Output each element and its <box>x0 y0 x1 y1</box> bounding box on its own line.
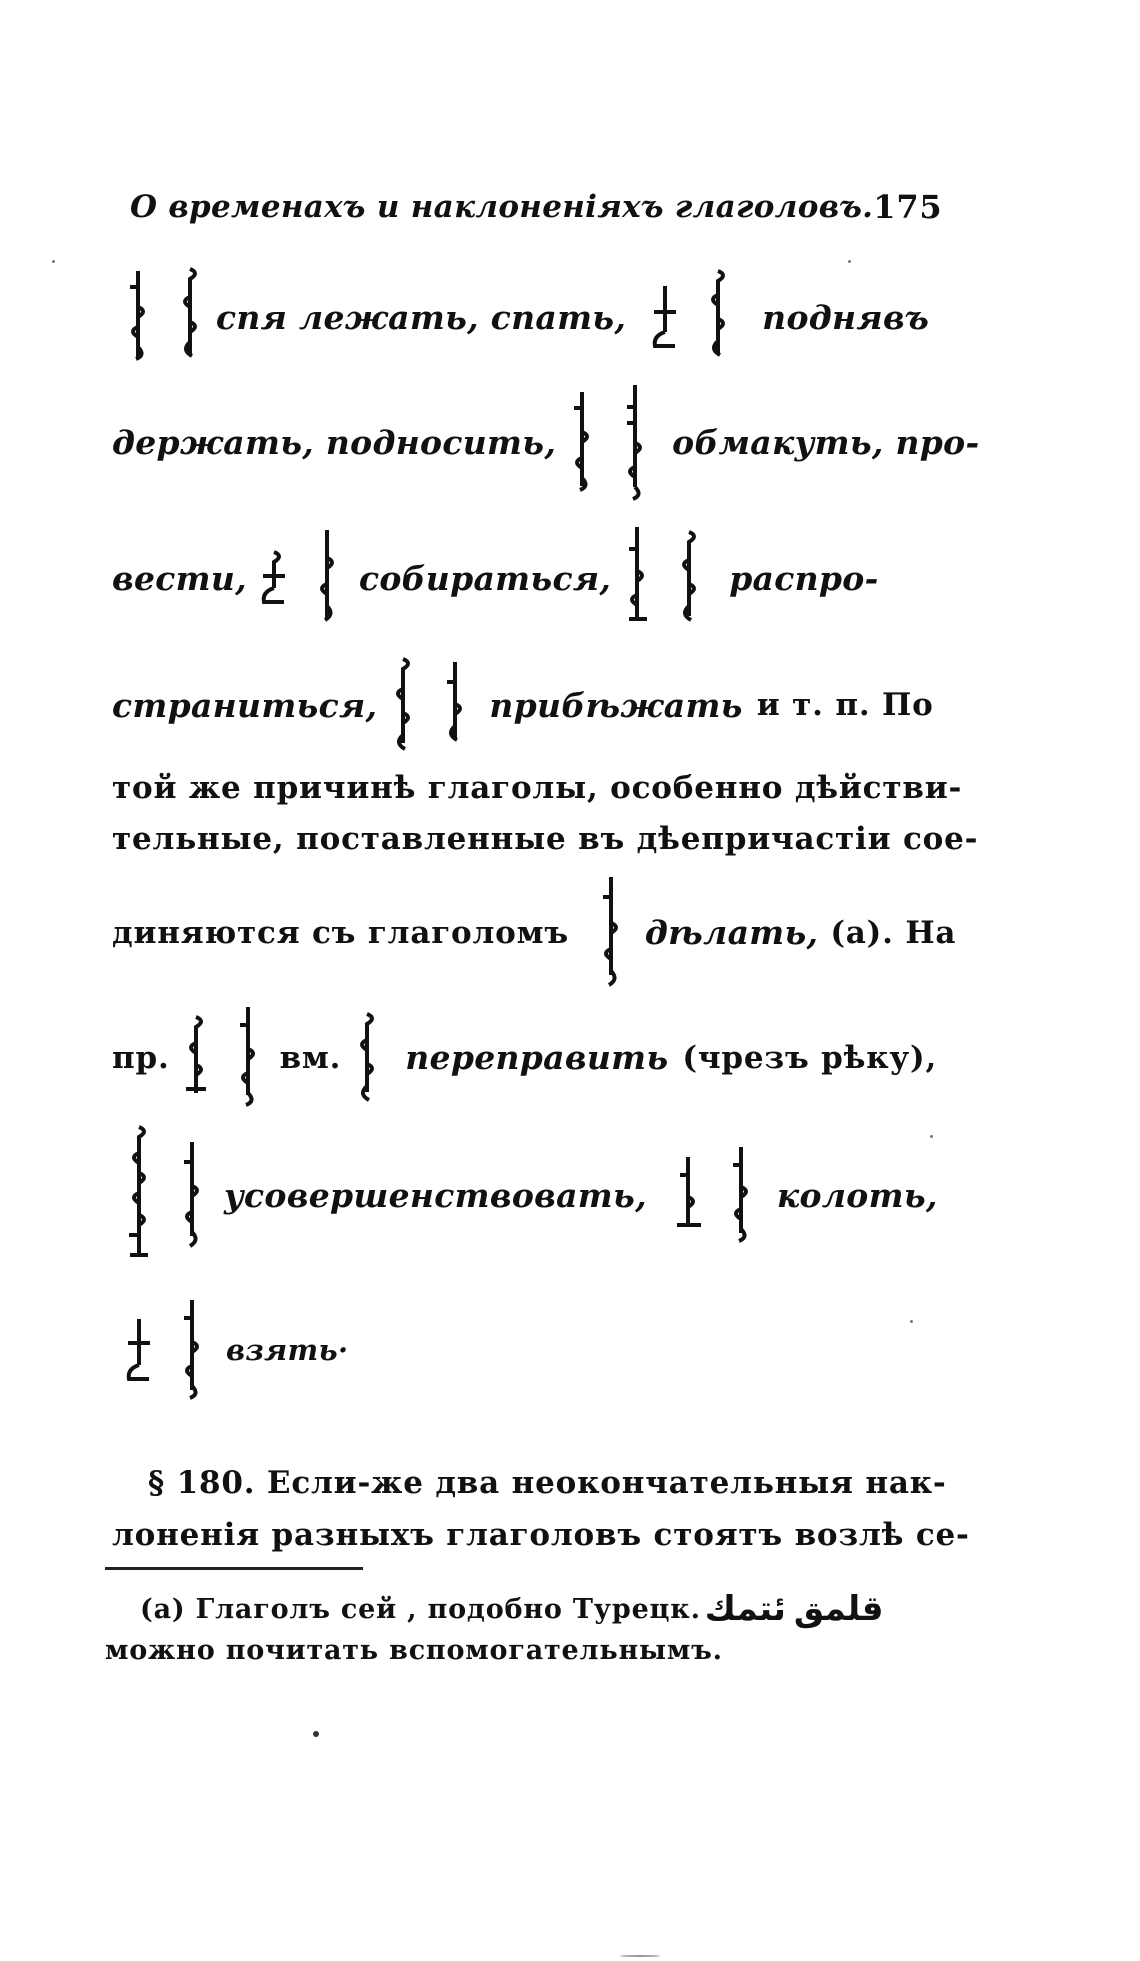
line-text: диняются съ глаголомъ <box>112 914 569 951</box>
text-line-1 <box>112 262 947 372</box>
line-text: той же причинѣ глаголы, особенно дѣйстви- <box>112 770 963 806</box>
mongolian-script-glyph <box>671 1153 705 1238</box>
mongolian-script-glyph <box>122 267 154 367</box>
mongolian-script-glyph <box>351 1010 383 1105</box>
text-line-5 <box>112 766 963 810</box>
arabic-word: ئتمك <box>704 1589 786 1629</box>
mongolian-script-glyph <box>311 528 343 628</box>
line-text: держать, подносить, <box>112 423 557 462</box>
mongolian-script-glyph <box>618 383 652 503</box>
line-text: вести, <box>112 558 247 598</box>
footnote-text: можно почитать вспомогательнымъ. <box>105 1634 723 1666</box>
mongolian-script-glyph <box>122 1315 156 1385</box>
line-text: пр. <box>112 1039 170 1076</box>
scan-speck <box>52 260 55 263</box>
scan-speck <box>313 1731 319 1737</box>
running-header <box>130 188 943 226</box>
footnote-text: (а) Глаголъ сей , подобно Турецк. <box>140 1593 701 1625</box>
line-text: усовершенствовать, <box>224 1175 647 1215</box>
line-text: (чрезъ рѣку), <box>682 1039 938 1076</box>
line-text: вм. <box>279 1039 342 1076</box>
footnote-line-1 <box>140 1585 975 1633</box>
text-line-7 <box>112 870 957 995</box>
mongolian-script-glyph <box>595 875 627 990</box>
footnote-rule <box>105 1567 363 1570</box>
line-text: (а). На <box>830 914 957 951</box>
text-line-8 <box>112 1000 947 1115</box>
line-text: дѣлать, <box>644 913 819 952</box>
line-text: колоть, <box>776 1175 938 1215</box>
line-text: спя лежать, спать, <box>216 297 627 337</box>
mongolian-script-glyph <box>648 282 682 352</box>
running-title: О временахъ и наклоненіяхъ глаголовъ. <box>130 189 874 225</box>
mongolian-script-glyph <box>122 1123 156 1268</box>
mongolian-script-glyph <box>621 523 653 633</box>
line-text: обмакуть, про- <box>672 423 980 462</box>
scan-speck <box>910 1320 913 1323</box>
scan-speck <box>930 1135 933 1138</box>
mongolian-script-glyph <box>180 1013 212 1103</box>
mongolian-script-glyph <box>702 267 734 367</box>
line-text: распро- <box>729 558 879 598</box>
line-text: взять· <box>226 1333 349 1367</box>
section-line-2 <box>112 1512 970 1558</box>
mongolian-script-glyph <box>387 655 419 755</box>
scan-speck <box>848 260 851 263</box>
mongolian-script-glyph <box>439 660 471 750</box>
mongolian-script-glyph <box>257 548 291 608</box>
line-text: поднявъ <box>762 297 930 337</box>
scan-speck <box>620 1955 660 1957</box>
text-line-2 <box>112 380 980 505</box>
line-text: прибѣжать <box>489 685 743 725</box>
text-line-9 <box>112 1120 947 1270</box>
mongolian-script-glyph <box>232 1005 264 1110</box>
footnote-line-2 <box>105 1630 940 1670</box>
arabic-word: قلمق <box>793 1589 884 1629</box>
mongolian-script-glyph <box>176 1298 208 1403</box>
line-text: тельные, поставленные въ дѣепричастіи сое- <box>112 821 979 857</box>
mongolian-script-glyph <box>566 388 598 498</box>
line-text: собираться, <box>358 558 612 598</box>
section-text: лоненія разныхъ глаголовъ стоятъ возлѣ се- <box>112 1517 970 1553</box>
line-text: переправить <box>405 1038 669 1077</box>
section-line-1 <box>148 1460 948 1506</box>
mongolian-script-glyph <box>174 267 206 367</box>
section-text: § 180. Если-же два неокончательныя нак- <box>148 1465 947 1501</box>
line-text: и т. п. По <box>756 687 934 723</box>
mongolian-script-glyph <box>176 1140 208 1250</box>
page-number: 175 <box>873 188 943 226</box>
text-line-4 <box>112 650 947 760</box>
text-line-10 <box>112 1295 947 1405</box>
mongolian-script-glyph <box>725 1145 757 1245</box>
line-text: страниться, <box>112 685 378 725</box>
text-line-6 <box>112 817 979 861</box>
text-line-3 <box>112 518 947 638</box>
mongolian-script-glyph <box>673 528 705 628</box>
